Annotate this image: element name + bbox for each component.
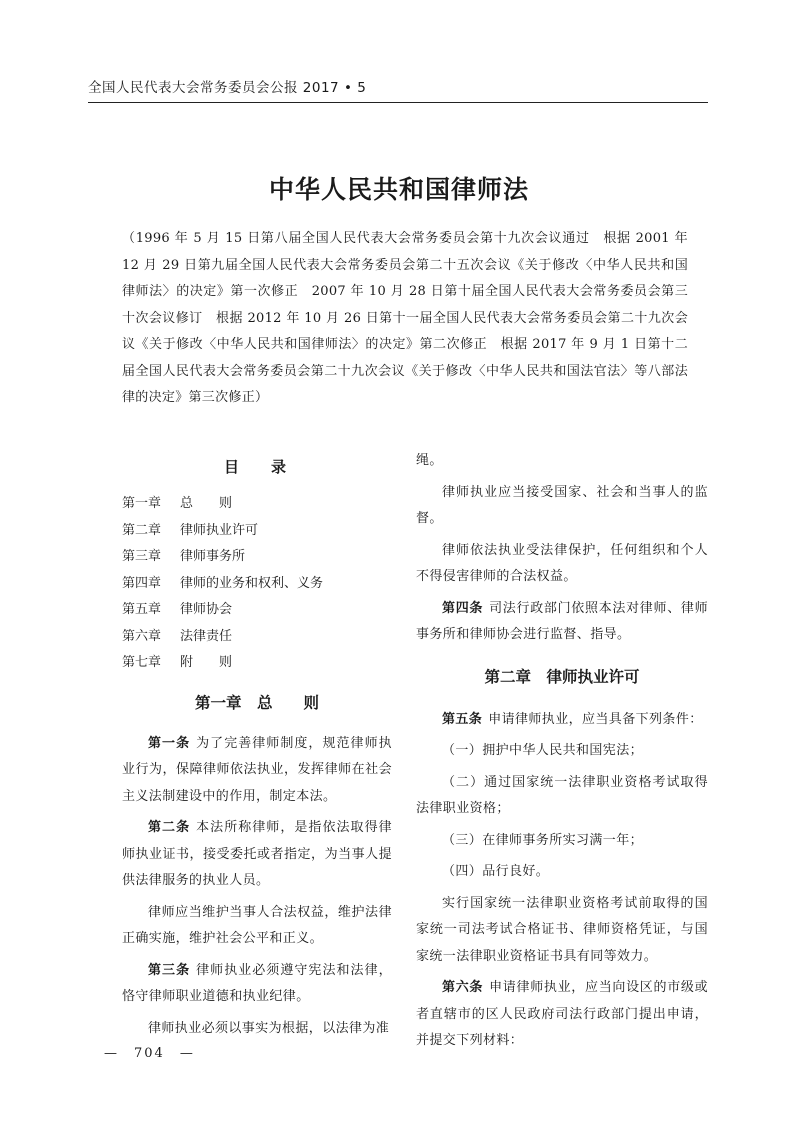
- toc-item: 第二章 律师执业许可: [122, 522, 259, 538]
- article-5-item: （一）拥护中华人民共和国宪法；: [442, 743, 644, 758]
- article-3-para-3: 律师执业应当接受国家、社会和当事人的监督。: [416, 484, 708, 526]
- article-6: 第六条 申请律师执业，应当向设区的市级或者直辖市的区人民政府司法行政部门提出申请，并提交下列材料：: [416, 980, 709, 1048]
- toc-title: 目录: [223, 458, 318, 476]
- article-3-para-2-cont: 绳。: [416, 453, 443, 468]
- table-of-contents: [122, 491, 392, 677]
- left-column: [122, 448, 392, 1042]
- toc-item: 第四章 律师的业务和权利、义务: [122, 575, 324, 591]
- toc-item: 第六章 法律责任: [122, 628, 233, 644]
- article-1: 第一条 为了完善律师制度，规范律师执业行为，保障律师依法执业，发挥律师在社会主义法制建设中的作用，制定本法。: [122, 735, 393, 804]
- law-title: 中华人民共和国律师法: [268, 175, 529, 204]
- article-5-item: （四）品行良好。: [442, 864, 550, 879]
- article-5-para-2: 实行国家统一法律职业资格考试前取得的国家统一司法考试合格证书、律师资格凭证，与国家统一法律职业资格证书具有同等效力。: [416, 895, 708, 964]
- article-4: 第四条 司法行政部门依照本法对律师、律师事务所和律师协会进行监督、指导。: [416, 600, 709, 642]
- page-number: — 704 —: [104, 1046, 195, 1061]
- article-3-para-2: 律师执业必须以事实为根据，以法律为准: [148, 1020, 390, 1036]
- article-5-item: （二）通过国家统一法律职业资格考试取得法律职业资格；: [416, 774, 708, 816]
- chapter-1-heading: 第一章 总 则: [194, 693, 319, 712]
- article-2-para-2: 律师应当维护当事人合法权益，维护法律正确实施，维护社会公平和正义。: [122, 904, 392, 946]
- right-column: [416, 448, 708, 1055]
- article-5-item: （三）在律师事务所实习满一年；: [442, 832, 644, 848]
- preface-note: （1996 年 5 月 15 日第八届全国人民代表大会常务委员会第十九次会议通过 根据 2001 年 12 月 29 日第九届全国人民代表大会常务委员会第二十五次会议《关于修改〈中华人民共和国律师法〉的决定》第一次修正 2007 年 10 月 28 日第十届全国人民代表大会常务委员会第三十次会议修订 根据 2012 年 10 月 26 日第十一届全国人民代表大会常务委员会第二十九次会议《关于修改〈中华人民共和国律师法〉的决定》第二次修正 根据 2017 年 9 月 1 日第十二届全国人民代表大会常务委员会第二十九次会议《关于修改〈中华人民共和国法官法〉等八部法律的决定》第三次修正）: [122, 231, 688, 405]
- chapter-2-heading: 第二章 律师执业许可: [484, 667, 640, 686]
- article-5: 第五条 申请律师执业，应当具备下列条件：: [442, 711, 703, 727]
- article-3-para-4: 律师依法执业受法律保护，任何组织和个人不得侵害律师的合法权益。: [416, 542, 708, 584]
- toc-item: 第五章 律师协会: [122, 602, 233, 617]
- article-3: 第三条 律师执业必须遵守宪法和法律，恪守律师职业道德和执业纪律。: [122, 962, 393, 1004]
- journal-header: 全国人民代表大会常务委员会公报 2017 • 5: [88, 76, 708, 103]
- article-2: 第二条 本法所称律师，是指依法取得律师执业证书，接受委托或者指定，为当事人提供法律服务的执业人员。: [122, 820, 393, 888]
- toc-item: 第三章 律师事务所: [122, 549, 246, 564]
- toc-item: 第七章 附 则: [122, 655, 233, 670]
- toc-item: 第一章 总 则: [122, 496, 233, 511]
